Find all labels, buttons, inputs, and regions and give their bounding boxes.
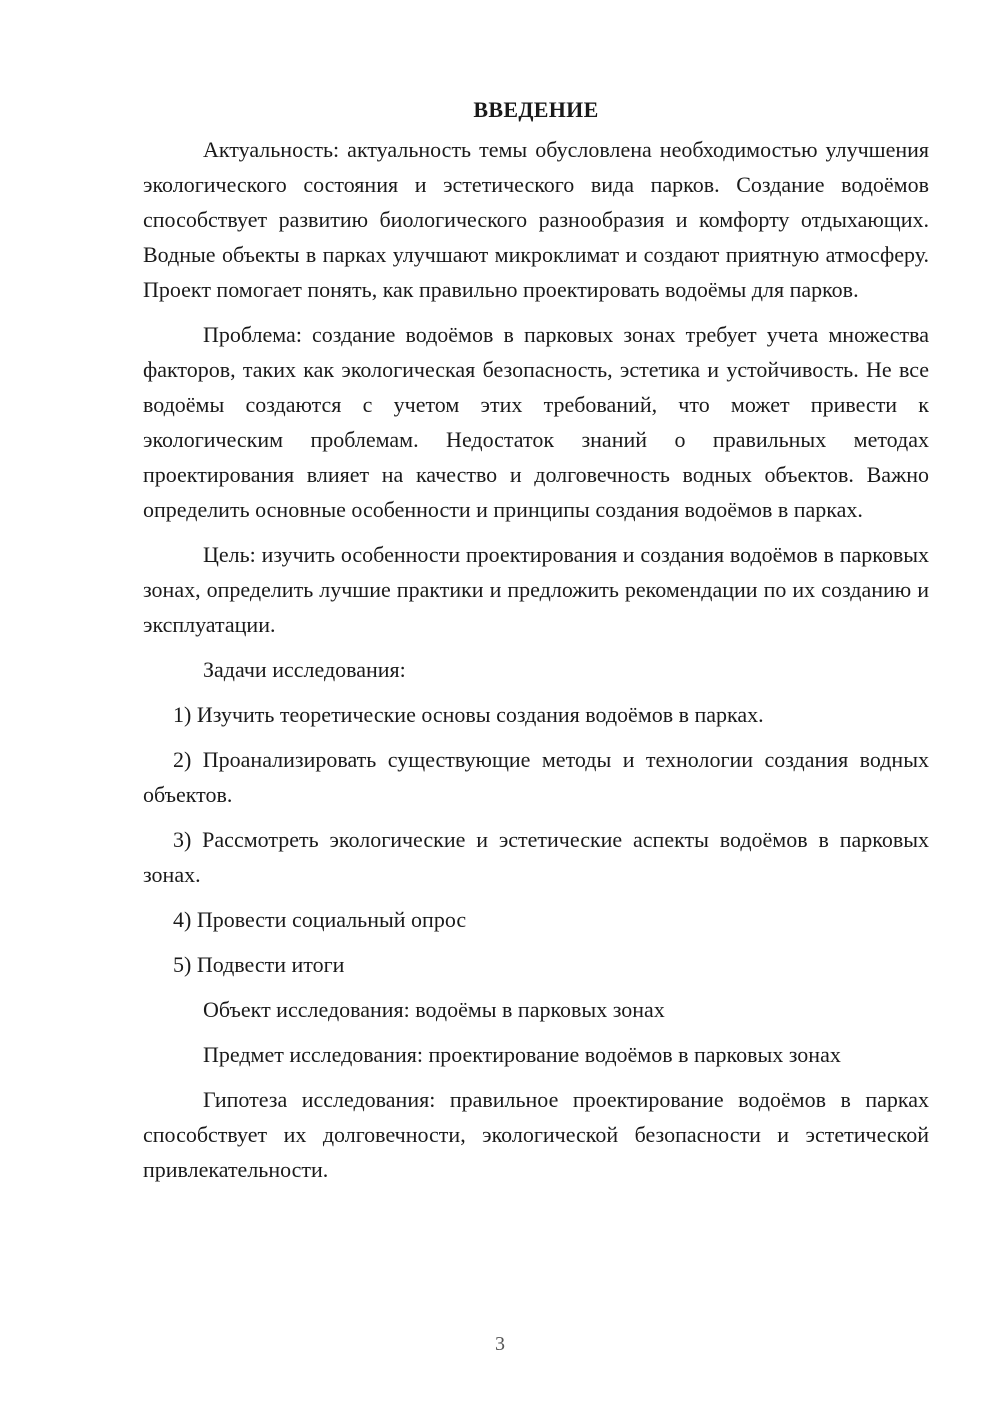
object-paragraph: Объект исследования: водоёмы в парковых зонах xyxy=(203,997,665,1022)
task-item-3: 3) Рассмотреть экологические и эстетические аспекты водоёмов в парковых зонах. xyxy=(143,827,929,887)
task-item-1: 1) Изучить теоретические основы создания водоёмов в парках. xyxy=(173,702,764,727)
task-item-5: 5) Подвести итоги xyxy=(173,952,345,977)
document-page xyxy=(143,94,929,1187)
subject-paragraph: Предмет исследования: проектирование водоёмов в парковых зонах xyxy=(203,1042,841,1067)
task-item-4: 4) Провести социальный опрос xyxy=(173,907,467,932)
tasks-heading: Задачи исследования: xyxy=(203,657,406,682)
relevance-paragraph: Актуальность: актуальность темы обусловлена необходимостью улучшения экологического состояния и эстетического вида парков. Создание водоёмов способствует развитию биологического разнообразия и комфорту отдыхающих. Водные объекты в парках улучшают микроклимат и создают приятную атмосферу. Проект помогает понять, как правильно проектировать водоёмы для парков. xyxy=(143,137,929,302)
page-title: ВВЕДЕНИЕ xyxy=(473,97,599,122)
hypothesis-paragraph: Гипотеза исследования: правильное проектирование водоёмов в парках способствует их долговечности, экологической безопасности и эстетической привлекательности. xyxy=(143,1087,929,1182)
task-item-2: 2) Проанализировать существующие методы и технологии создания водных объектов. xyxy=(143,747,929,807)
page-number: 3 xyxy=(495,1333,505,1355)
problem-paragraph: Проблема: создание водоёмов в парковых зонах требует учета множества факторов, таких как экологическая безопасность, эстетика и устойчивость. Не все водоёмы создаются с учетом этих требований, что может привести к экологическим проблемам. Недостаток знаний о правильных методах проектирования влияет на качество и долговечность водных объектов. Важно определить основные особенности и принципы создания водоёмов в парках. xyxy=(143,322,929,522)
goal-paragraph: Цель: изучить особенности проектирования и создания водоёмов в парковых зонах, определить лучшие практики и предложить рекомендации по их созданию и эксплуатации. xyxy=(143,542,929,637)
